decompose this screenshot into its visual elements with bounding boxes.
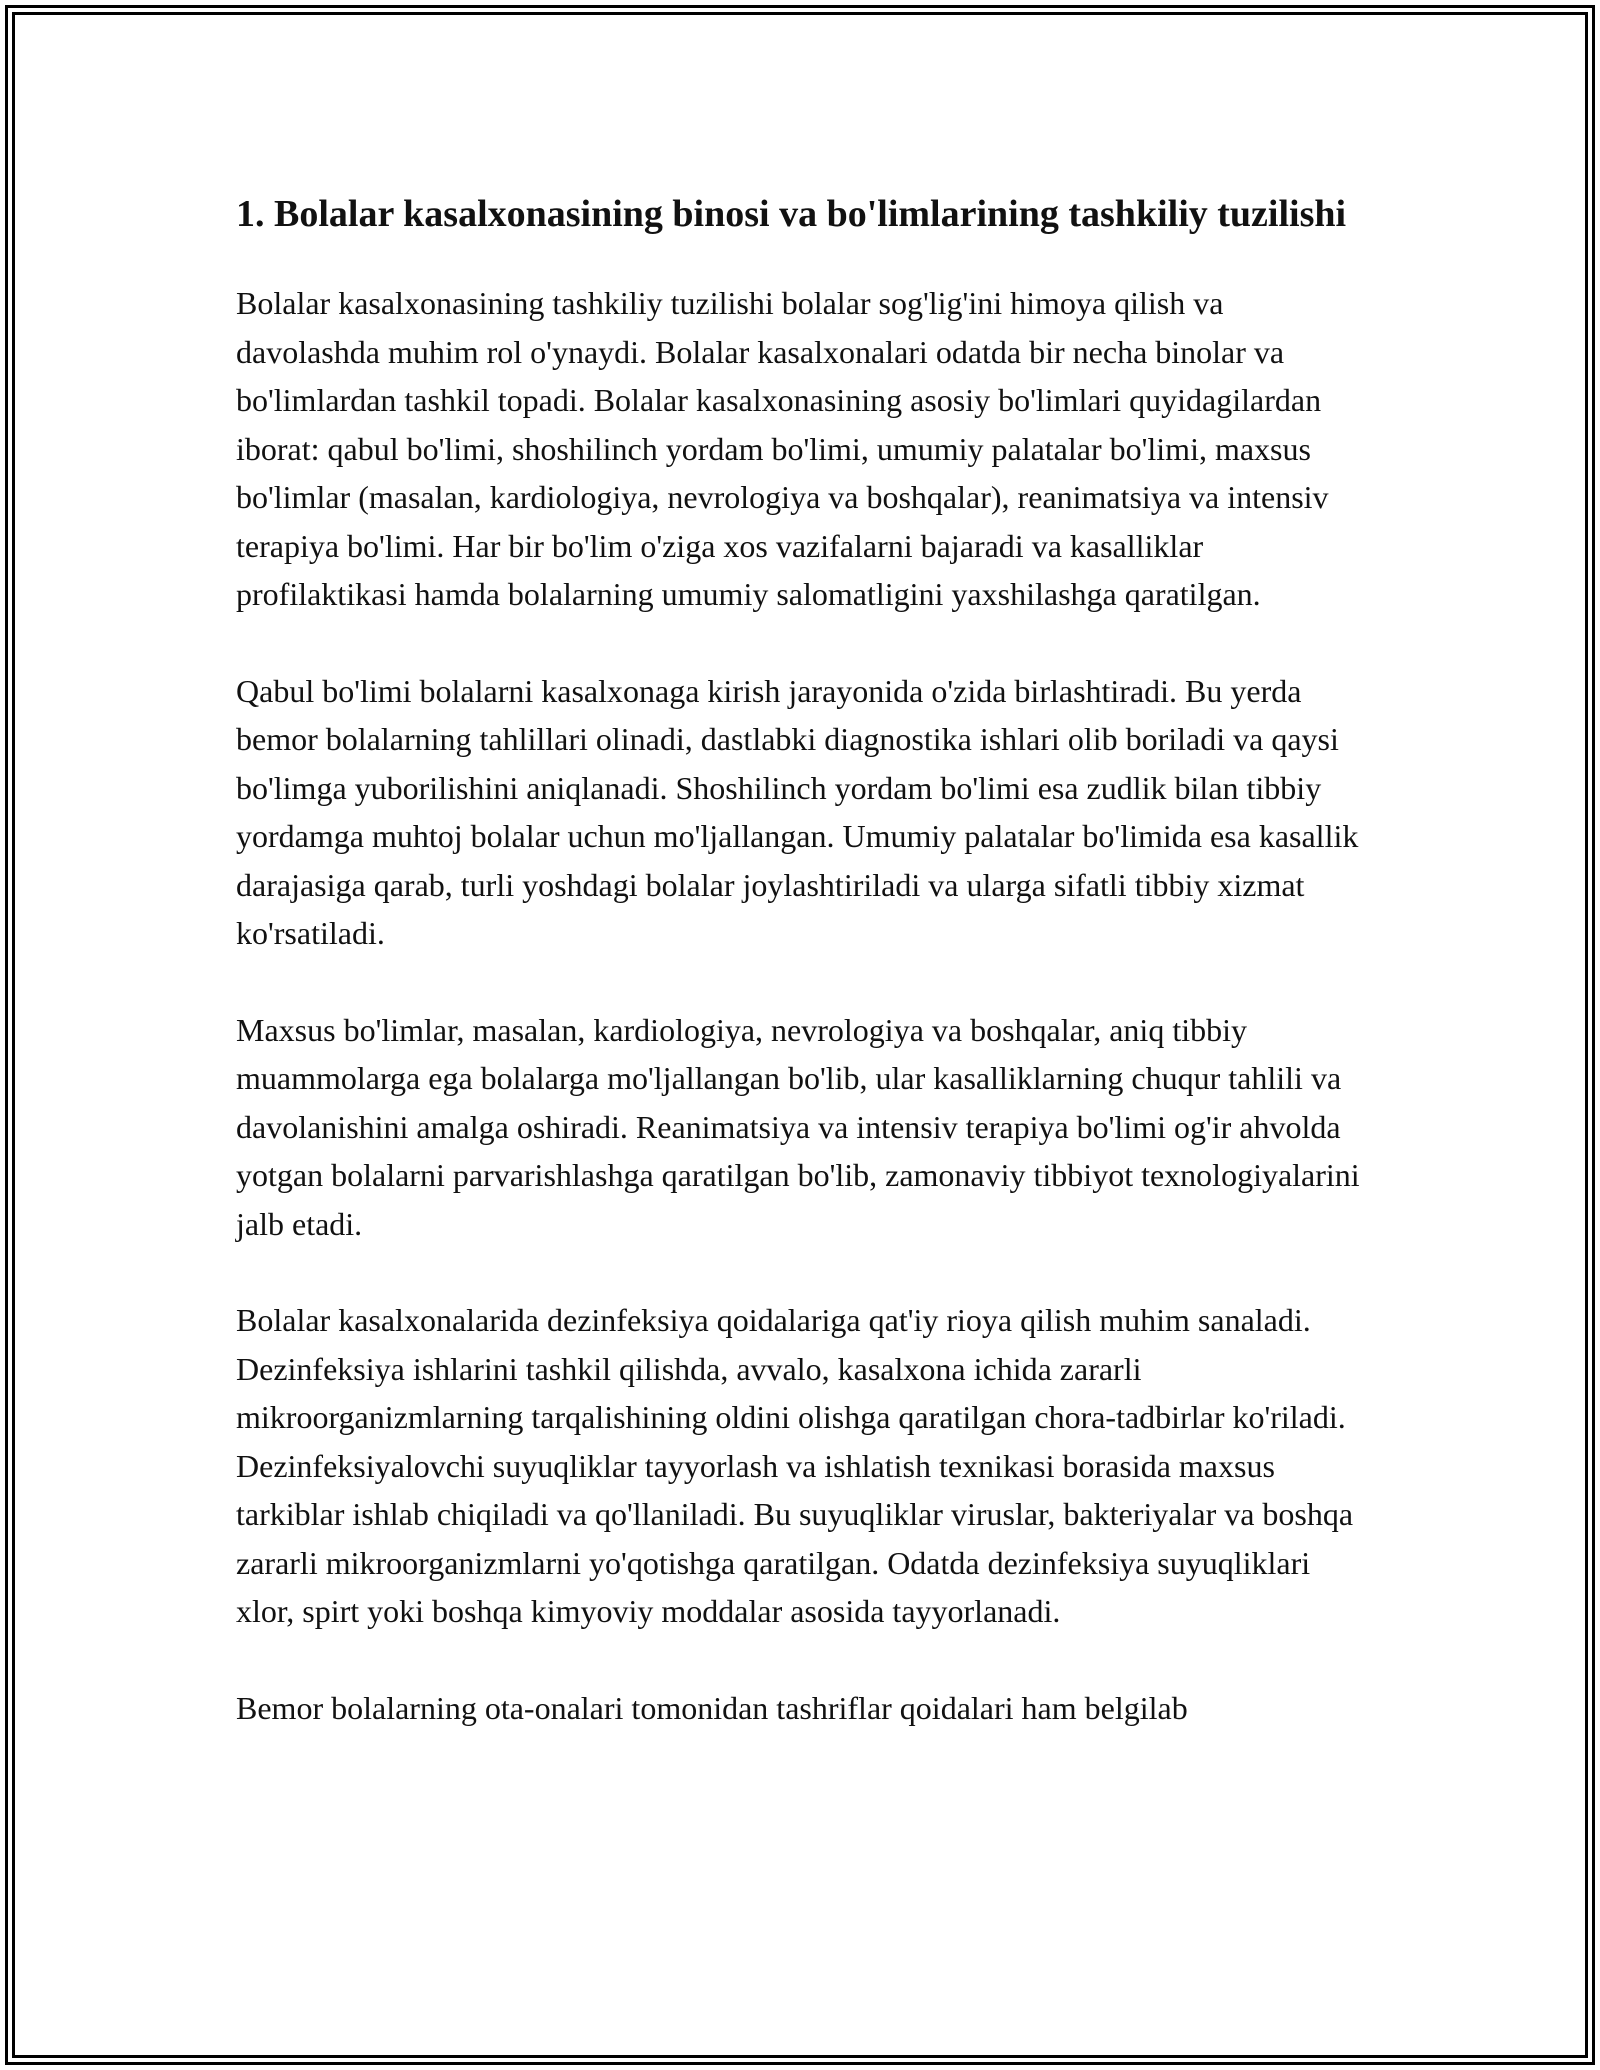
- paragraph-1: Bolalar kasalxonasining tashkiliy tuzilishi bolalar sog'lig'ini himoya qilish va davolashda muhim rol o'ynaydi. Bolalar kasalxonalari odatda bir necha binolar va bo'limlardan tashkil topadi. Bolalar kasalxonasining asosiy bo'limlari quyidagilardan iborat: qabul bo'limi, shoshilinch yordam bo'limi, umumiy palatalar bo'limi, maxsus bo'limlar (masalan, kardiologiya, nevrologiya va boshqalar), reanimatsiya va intensiv terapiya bo'limi. Har bir bo'lim o'ziga xos vazifalarni bajaradi va kasalliklar profilaktikasi hamda bolalarning umumiy salomatligini yaxshilashga qaratilgan.: [236, 285, 1329, 612]
- paragraph-5: Bemor bolalarning ota-onalari tomonidan tashriflar qoidalari ham belgilab: [236, 1689, 1188, 1726]
- paragraph-3: Maxsus bo'limlar, masalan, kardiologiya, nevrologiya va boshqalar, aniq tibbiy muammolarga ega bolalarga mo'ljallangan bo'lib, ular kasalliklarning chuqur tahlili va davolanishini amalga oshiradi. Reanimatsiya va intensiv terapiya bo'limi og'ir ahvolda yotgan bolalarni parvarishlashga qaratilgan bo'lib, zamonaviy tibbiyot texnologiyalarini jalb etadi.: [236, 1011, 1360, 1242]
- paragraph-2: Qabul bo'limi bolalarni kasalxonaga kirish jarayonida o'zida birlashtiradi. Bu yerda bemor bolalarning tahlillari olinadi, dastlabki diagnostika ishlari olib boriladi va qaysi bo'limga yuborilishini aniqlanadi. Shoshilinch yordam bo'limi esa zudlik bilan tibbiy yordamga muhtoj bolalar uchun mo'ljallangan. Umumiy palatalar bo'limida esa kasallik darajasiga qarab, turli yoshdagi bolalar joylashtiriladi va ularga sifatli tibbiy xizmat ko'rsatiladi.: [236, 672, 1359, 951]
- paragraph-4: Bolalar kasalxonalarida dezinfeksiya qoidalariga qat'iy rioya qilish muhim sanaladi. Dezinfeksiya ishlarini tashkil qilishda, avvalo, kasalxona ichida zararli mikroorganizmlarning tarqalishining oldini olishga qaratilgan chora-tadbirlar ko'riladi. Dezinfeksiyalovchi suyuqliklar tayyorlash va ishlatish texnikasi borasida maxsus tarkiblar ishlab chiqiladi va qo'llaniladi. Bu suyuqliklar viruslar, bakteriyalar va boshqa zararli mikroorganizmlarni yo'qotishga qaratilgan. Odatda dezinfeksiya suyuqliklari xlor, spirt yoki boshqa kimyoviy moddalar asosida tayyorlanadi.: [236, 1302, 1354, 1629]
- document-page: [236, 188, 1372, 1780]
- section-title: 1. Bolalar kasalxonasining binosi va bo'limlarining tashkiliy tuzilishi: [236, 193, 1347, 235]
